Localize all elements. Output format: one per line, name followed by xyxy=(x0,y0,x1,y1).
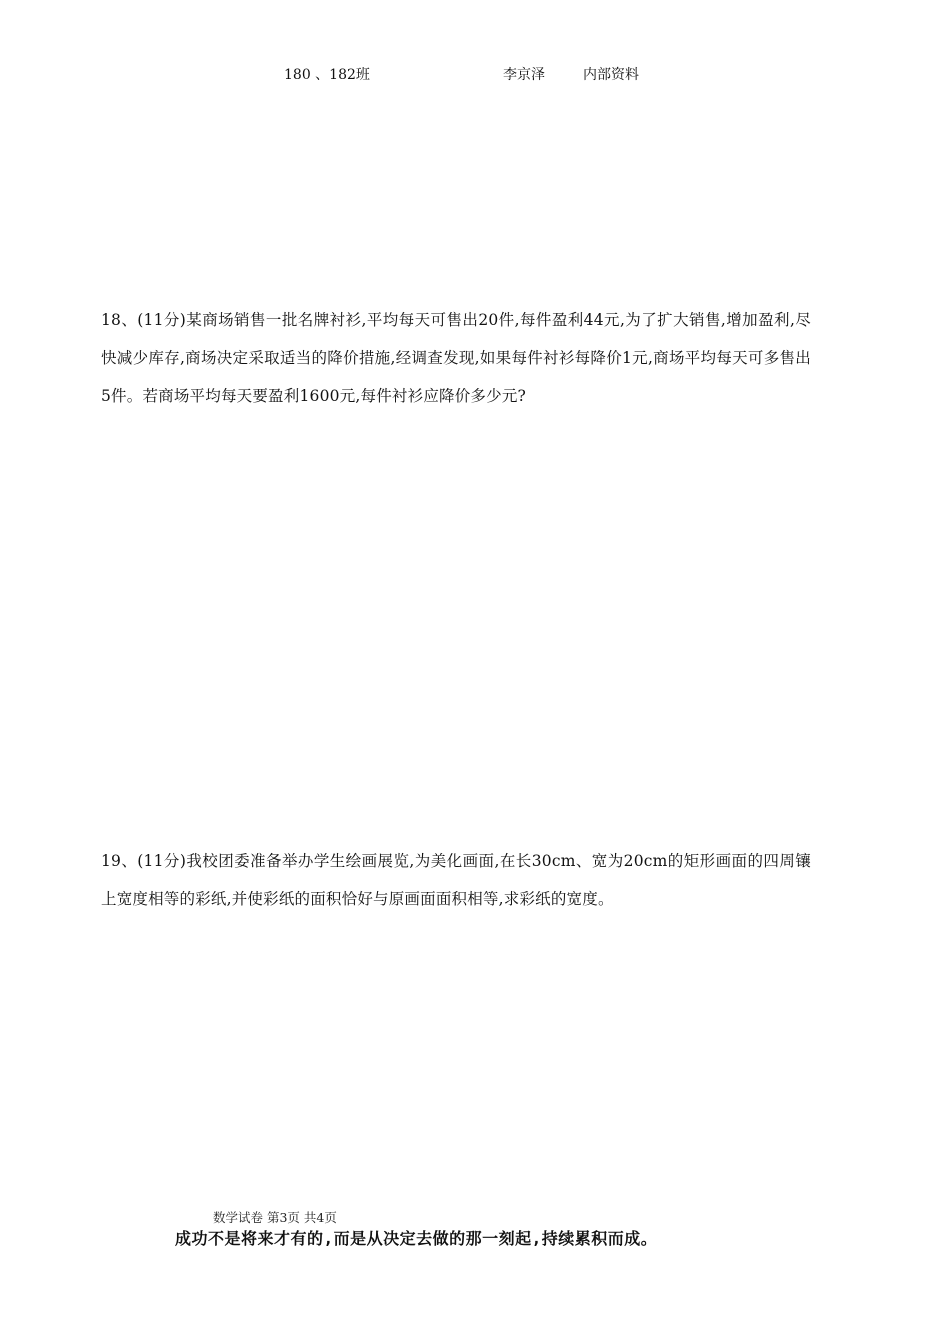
question-19: 19、(11分)我校团委准备举办学生绘画展览,为美化画面,在长30cm、宽为20cm的矩形画面的四周镶上宽度相等的彩纸,并使彩纸的面积恰好与原画面面积相等,求彩纸的宽度。 xyxy=(101,852,811,908)
question-18: 18、(11分)某商场销售一批名牌衬衫,平均每天可售出20件,每件盈利44元,为了扩大销售,增加盈利,尽快减少库存,商场决定采取适当的降价措施,经调查发现,如果每件衬衫每降价1元,商场平均每天可多售出5件。若商场平均每天要盈利1600元,每件衬衫应降价多少元? xyxy=(101,311,811,405)
header-class-label: 180 、182班 xyxy=(284,67,370,83)
page-header xyxy=(0,64,950,86)
header-internal-note: 内部资料 xyxy=(583,67,639,83)
footer-page-number: 数学试卷 第3页 共4页 xyxy=(213,1210,337,1225)
header-teacher-name: 李京泽 xyxy=(503,67,545,83)
footer-motto: 成功不是将来才有的,而是从决定去做的那一刻起,持续累积而成。 xyxy=(175,1229,658,1248)
